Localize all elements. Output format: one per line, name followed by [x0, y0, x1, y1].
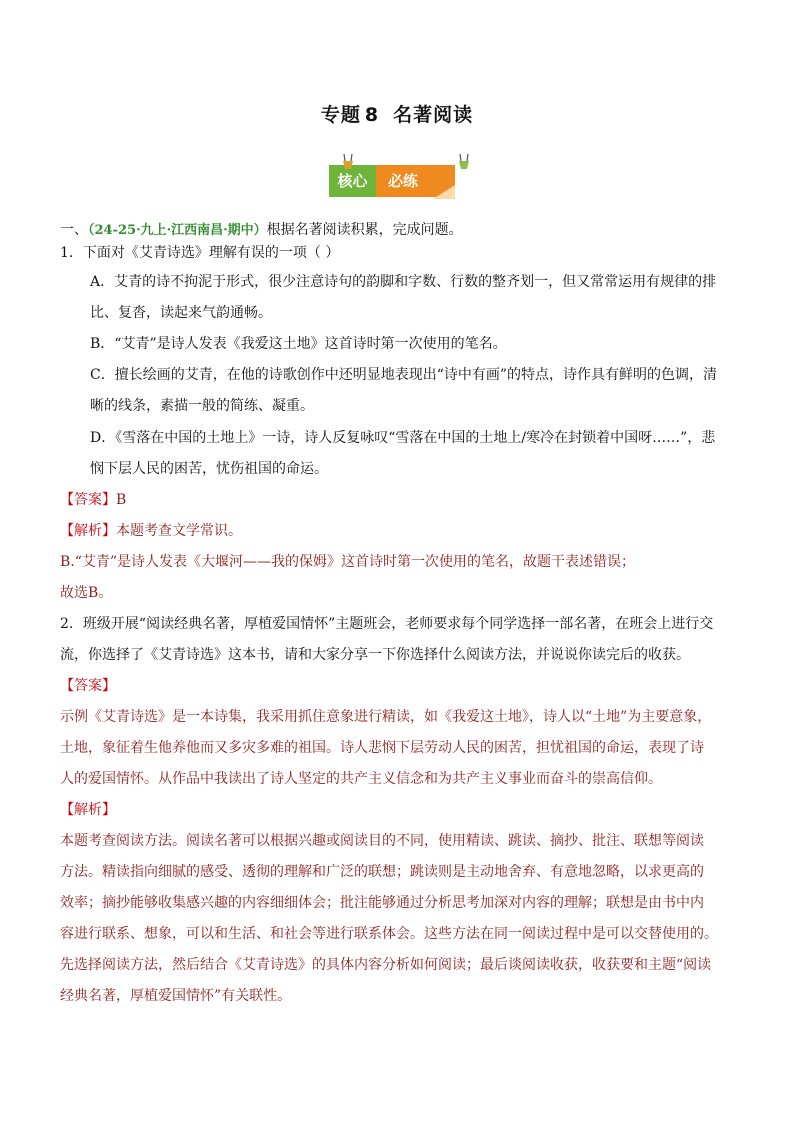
- badge-left: 核心: [329, 165, 376, 197]
- badge-right: 必练: [376, 165, 455, 197]
- analysis-label: 【解析】: [60, 523, 116, 539]
- q2-analysis-line: 经典名著，厚植爱国情怀”有关联性。: [60, 988, 292, 1004]
- q2-answer-line: 人的爱国情怀。从作品中我读出了诗人坚定的共产主义信念和为共产主义事业而奋斗的崇高信仰。: [60, 771, 662, 787]
- badge-fold: [433, 185, 455, 199]
- q1-option-c: C．擅长绘画的艾青，在他的诗歌创作中还明显地表现出“诗中有画”的特点，诗作具有鲜明的色调，清: [90, 367, 718, 383]
- q2-analysis-label: 【解析】: [60, 802, 116, 818]
- q2-answer-line: 土地，象征着生他养他而又多灾多难的祖国。诗人悲悯下层劳动人民的困苦，担忧祖国的命运，表现了诗: [60, 740, 704, 756]
- q1-option-a: A．艾青的诗不拘泥于形式，很少注意诗句的韵脚和字数、行数的整齐划一，但又常常运用有规律的排: [90, 274, 717, 290]
- q1-analysis-line: B.“艾青”是诗人发表《大堰河——我的保姆》这首诗时第一次使用的笔名，故题干表述错误；: [60, 554, 636, 570]
- q1-option-d: D．《雪落在中国的土地上》一诗，诗人反复咏叹“雪落在中国的土地上/寒冷在封锁着中国呀……”，悲: [90, 430, 716, 446]
- binder-clip-icon: [341, 153, 355, 171]
- core-practice-badge: [329, 153, 455, 205]
- answer-value: B: [116, 492, 127, 508]
- q1-option-c-cont: 晰的线条，素描一般的简练、凝重。: [90, 398, 314, 414]
- q2-analysis-line: 方法。精读指向细腻的感受、透彻的理解和广泛的联想；跳读则是主动地舍弃、有意地忽略，以求更高的: [60, 864, 704, 880]
- q2-analysis-line: 效率；摘抄能够收集感兴趣的内容细细体会；批注能够通过分析思考加深对内容的理解；联想是由书中内: [60, 895, 704, 911]
- q2-analysis-line: 容进行联系、想象，可以和生活、和社会等进行联系体会。这些方法在同一阅读过程中是可以交替使用的。: [60, 926, 718, 942]
- q2-stem: 流，你选择了《艾青诗选》这本书，请和大家分享一下你选择什么阅读方法，并说说你读完后的收获。: [60, 647, 690, 663]
- question-source: （24-25·九上·江西南昌·期中）: [88, 223, 267, 238]
- answer-label: 【答案】: [60, 492, 116, 508]
- q2-answer-line: 示例《艾青诗选》是一本诗集，我采用抓住意象进行精读，如《我爱这土地》，诗人以“土地”为主要意象，: [60, 709, 712, 725]
- q2-analysis-line: 先选择阅读方法，然后结合《艾青诗选》的具体内容分析如何阅读；最后谈阅读收获，收获要和主题“阅读: [60, 957, 712, 973]
- q1-answer: [60, 490, 126, 510]
- binder-clip-icon: [457, 153, 471, 171]
- analysis-intro: 本题考查文学常识。: [116, 523, 242, 539]
- section-marker: 一、: [60, 222, 88, 238]
- q1-analysis-line: 故选B。: [60, 585, 113, 601]
- q1-option-a-cont: 比、复沓，读起来气韵通畅。: [90, 305, 272, 321]
- section-1-heading: [60, 220, 463, 241]
- q2-stem: 2．班级开展“阅读经典名著，厚植爱国情怀”主题班会，老师要求每个同学选择一部名著，在班会上进行交: [60, 616, 714, 632]
- page-title: [0, 100, 794, 127]
- title-number: 8: [364, 104, 380, 126]
- section-instruction: 根据名著阅读积累，完成问题。: [266, 222, 463, 238]
- q1-analysis: [60, 521, 242, 541]
- q1-option-d-cont: 悯下层人民的困苦，忧伤祖国的命运。: [90, 461, 328, 477]
- title-text: 名著阅读: [393, 104, 474, 126]
- q2-answer-label: 【答案】: [60, 678, 116, 694]
- title-prefix: 专题: [320, 104, 361, 126]
- q1-stem: 1．下面对《艾青诗选》理解有误的一项（ ）: [60, 245, 340, 261]
- q1-option-b: B．“艾青”是诗人发表《我爱这土地》这首诗时第一次使用的笔名。: [90, 336, 507, 352]
- q2-analysis-line: 本题考查阅读方法。阅读名著可以根据兴趣或阅读目的不同，使用精读、跳读、摘抄、批注、联想等阅读: [60, 833, 704, 849]
